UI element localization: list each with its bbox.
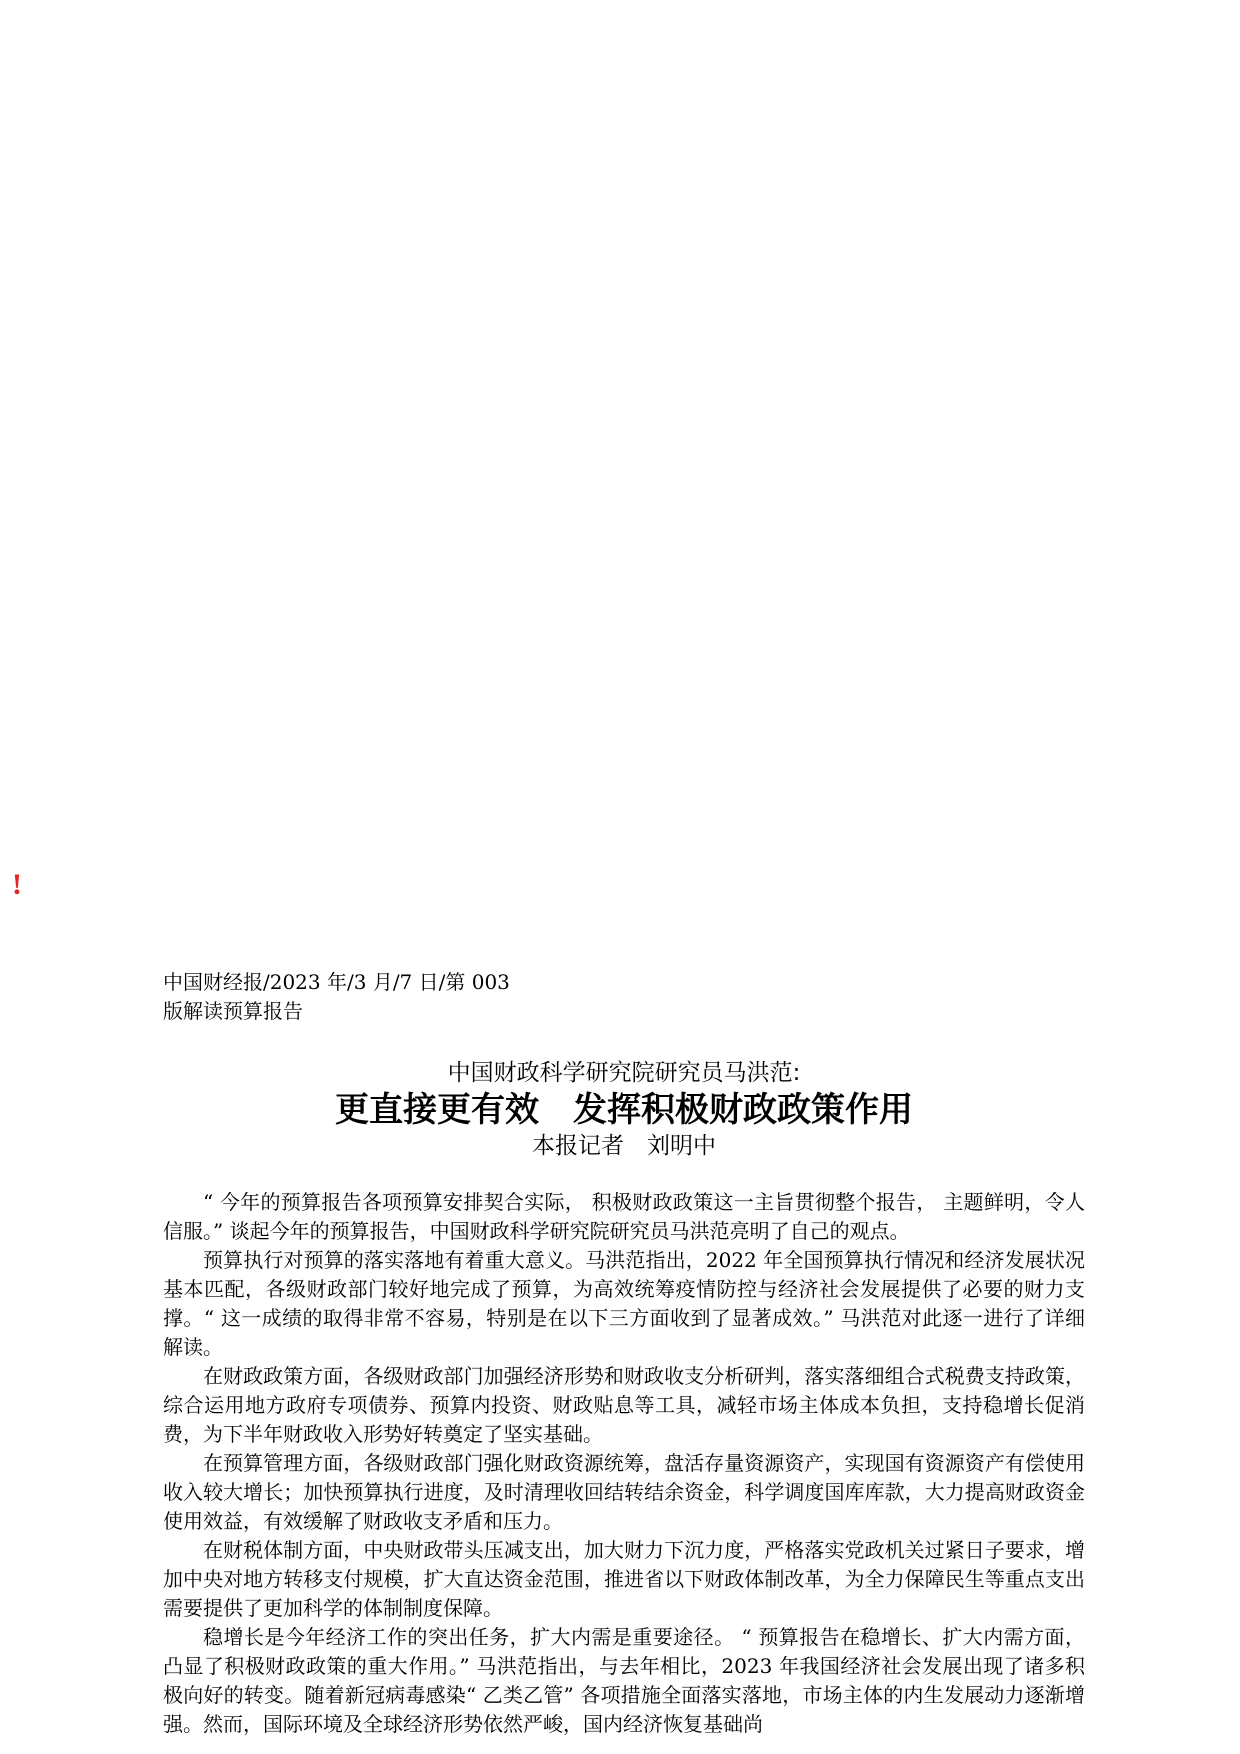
source-line-1: 中国财经报/2023 年/3 月/7 日/第 003 bbox=[163, 970, 510, 994]
paragraph: 在预算管理方面，各级财政部门强化财政资源统筹，盘活存量资源资产，实现国有资源资产有偿使用收入较大增长；加快预算执行进度，及时清理收回结转结余资金，科学调度国库库款，大力提高财政资金使用效益，有效缓解了财政收支矛盾和压力。 bbox=[163, 1451, 1085, 1533]
source-line-2: 版解读预算报告 bbox=[163, 999, 303, 1023]
article-byline: 本报记者 刘明中 bbox=[532, 1133, 716, 1159]
red-exclamation-mark: ! bbox=[12, 868, 22, 901]
paragraph: “ 今年的预算报告各项预算安排契合实际， 积极财政政策这一主旨贯彻整个报告， 主题鲜明，令人信服。” 谈起今年的预算报告，中国财政科学研究院研究员马洪范亮明了自己的观点。 bbox=[163, 1190, 1085, 1243]
article-body bbox=[163, 1188, 1085, 1739]
paragraph: 稳增长是今年经济工作的突出任务，扩大内需是重要途径。 “ 预算报告在稳增长、扩大内需方面，凸显了积极财政政策的重大作用。” 马洪范指出，与去年相比，2023 年我国经济社会发展出现了诸多积极向好的转变。随着新冠病毒感染“ 乙类乙管” 各项措施全面落实落地，市场主体的内生发展动力逐渐增强。然而，国际环境及全球经济形势依然严峻，国内经济恢复基础尚 bbox=[163, 1625, 1085, 1736]
paragraph: 预算执行对预算的落实落地有着重大意义。马洪范指出，2022 年全国预算执行情况和经济发展状况基本匹配，各级财政部门较好地完成了预算，为高效统筹疫情防控与经济社会发展提供了必要的财力支撑。“ 这一成绩的取得非常不容易，特别是在以下三方面收到了显著成效。” 马洪范对此逐一进行了详细解读。 bbox=[163, 1248, 1085, 1359]
paragraph: 在财税体制方面，中央财政带头压减支出，加大财力下沉力度，严格落实党政机关过紧日子要求，增加中央对地方转移支付规模，扩大直达资金范围，推进省以下财政体制改革，为全力保障民生等重点支出需要提供了更加科学的体制制度保障。 bbox=[163, 1538, 1085, 1620]
source-line bbox=[163, 968, 583, 1026]
article-title: 更直接更有效 发挥积极财政政策作用 bbox=[335, 1090, 913, 1130]
paragraph: 在财政政策方面，各级财政部门加强经济形势和财政收支分析研判，落实落细组合式税费支持政策，综合运用地方政府专项债券、预算内投资、财政贴息等工具，减轻市场主体成本负担，支持稳增长促消费，为下半年财政收入形势好转奠定了坚实基础。 bbox=[163, 1364, 1085, 1446]
article-kicker: 中国财政科学研究院研究员马洪范: bbox=[447, 1060, 801, 1086]
headline-block bbox=[163, 1056, 1085, 1162]
